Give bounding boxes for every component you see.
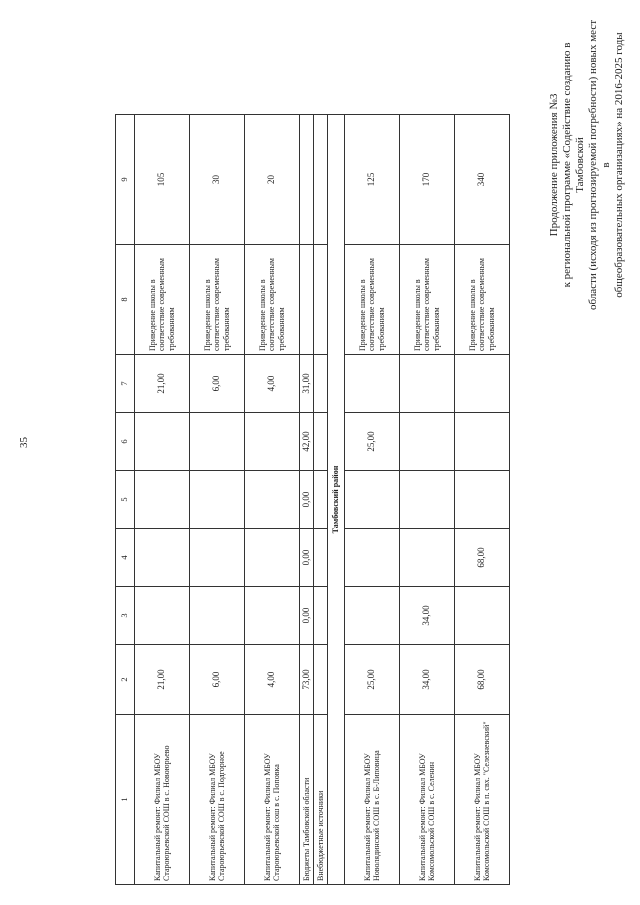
table-cell: Приведение школы в соответствие современным требованиям [245, 245, 300, 355]
table-cell: Капитальный ремонт: Филиал МБОУ Староюрьевской СОШ в с. Новоюрьево [135, 715, 190, 885]
table-cell: Приведение школы в соответствие современным требованиям [400, 245, 455, 355]
table-cell: 0,00 [300, 587, 314, 645]
column-header: 7 [116, 355, 135, 413]
column-header: 2 [116, 645, 135, 715]
table-cell [245, 413, 300, 471]
table-cell [300, 115, 314, 245]
table-row [135, 115, 190, 885]
column-header: 1 [116, 715, 135, 885]
column-header: 5 [116, 471, 135, 529]
table-cell [190, 471, 245, 529]
table-cell: Капитальный ремонт: Филиал МБОУ Комсомольской СОШ в п. свх. "Селезневский" [455, 715, 510, 885]
table-cell: Приведение школы в соответствие современным требованиям [455, 245, 510, 355]
table-cell: 34,00 [400, 645, 455, 715]
table-cell [314, 115, 328, 245]
table-cell: 42,00 [300, 413, 314, 471]
table-cell [300, 245, 314, 355]
table-cell [314, 645, 328, 715]
column-header: 6 [116, 413, 135, 471]
table-row [300, 115, 314, 885]
table-cell [314, 413, 328, 471]
table-cell: 20 [245, 115, 300, 245]
header-line-3: области (исходя из прогнозируемой потребности) новых мест в [587, 19, 612, 310]
table-cell: Бюджеты Тамбовской области [300, 715, 314, 885]
table-cell: 30 [190, 115, 245, 245]
table-cell: Приведение школы в соответствие современным требованиям [135, 245, 190, 355]
table-cell [135, 471, 190, 529]
table-cell [455, 471, 510, 529]
table-cell [455, 355, 510, 413]
table-cell [400, 355, 455, 413]
header-line-1: Продолжение приложения №3 [548, 93, 560, 237]
section-title: Тамбовский район [328, 115, 345, 885]
table-cell: Капитальный ремонт: Филиал МБОУ Новолядинской СОШ в с. Б-Липовица [345, 715, 400, 885]
table-cell: 68,00 [455, 529, 510, 587]
column-header: 4 [116, 529, 135, 587]
column-header: 8 [116, 245, 135, 355]
table-cell: Капитальный ремонт: Филиал МБОУ Комсомольской СОШ в с. Селенин [400, 715, 455, 885]
table-cell: 340 [455, 115, 510, 245]
table-row [190, 115, 245, 885]
table-cell [314, 471, 328, 529]
table-cell: 4,00 [245, 645, 300, 715]
table-cell [455, 413, 510, 471]
table-cell [314, 529, 328, 587]
table-cell: 170 [400, 115, 455, 245]
table-cell: 25,00 [345, 413, 400, 471]
table-cell [135, 413, 190, 471]
table-cell [345, 529, 400, 587]
header-line-2: к региональной программе «Содействие созданию в Тамбовской [561, 42, 586, 288]
funding-table [115, 114, 510, 885]
page-number: 35 [18, 437, 30, 448]
table-cell [245, 471, 300, 529]
table-cell: Капитальный ремонт: Филиал МБОУ Староюрьевской СОШ в с. Подгорное [190, 715, 245, 885]
table-cell: 4,00 [245, 355, 300, 413]
table-cell [345, 355, 400, 413]
header-line-4: общеобразовательных организациях» на 2016-2025 годы [613, 32, 625, 298]
table-cell: 6,00 [190, 355, 245, 413]
table-cell [314, 587, 328, 645]
table-cell: 125 [345, 115, 400, 245]
table-cell: 6,00 [190, 645, 245, 715]
table-row [345, 115, 400, 885]
table-cell [400, 413, 455, 471]
table-row [328, 115, 345, 885]
table-cell: 21,00 [135, 355, 190, 413]
table-cell: Приведение школы в соответствие современным требованиям [190, 245, 245, 355]
table-cell [190, 529, 245, 587]
table-cell: Приведение школы в соответствие современным требованиям [345, 245, 400, 355]
table-cell: Капитальный ремонт: Филиал МБОУ Староюрьевской сош в с. Поповка [245, 715, 300, 885]
table-cell [190, 587, 245, 645]
table-cell [135, 529, 190, 587]
table-cell: 105 [135, 115, 190, 245]
table-cell: 31,00 [300, 355, 314, 413]
table-cell [135, 587, 190, 645]
table-cell: Внебюджетные источники [314, 715, 328, 885]
table-cell [245, 529, 300, 587]
table-header-row [116, 115, 135, 885]
table-row [400, 115, 455, 885]
table-cell: 25,00 [345, 645, 400, 715]
document-header [548, 20, 626, 310]
table-cell: 68,00 [455, 645, 510, 715]
table-row [314, 115, 328, 885]
table-row [455, 115, 510, 885]
table-cell [345, 587, 400, 645]
table-row [245, 115, 300, 885]
table-cell: 73,00 [300, 645, 314, 715]
table-cell: 0,00 [300, 471, 314, 529]
table-cell [455, 587, 510, 645]
table-cell: 21,00 [135, 645, 190, 715]
table-cell: 34,00 [400, 587, 455, 645]
table-cell [314, 355, 328, 413]
table-cell [345, 471, 400, 529]
column-header: 3 [116, 587, 135, 645]
table-cell [400, 529, 455, 587]
table-cell: 0,00 [300, 529, 314, 587]
table-cell [190, 413, 245, 471]
table-cell [245, 587, 300, 645]
table-cell [314, 245, 328, 355]
table-cell [400, 471, 455, 529]
column-header: 9 [116, 115, 135, 245]
